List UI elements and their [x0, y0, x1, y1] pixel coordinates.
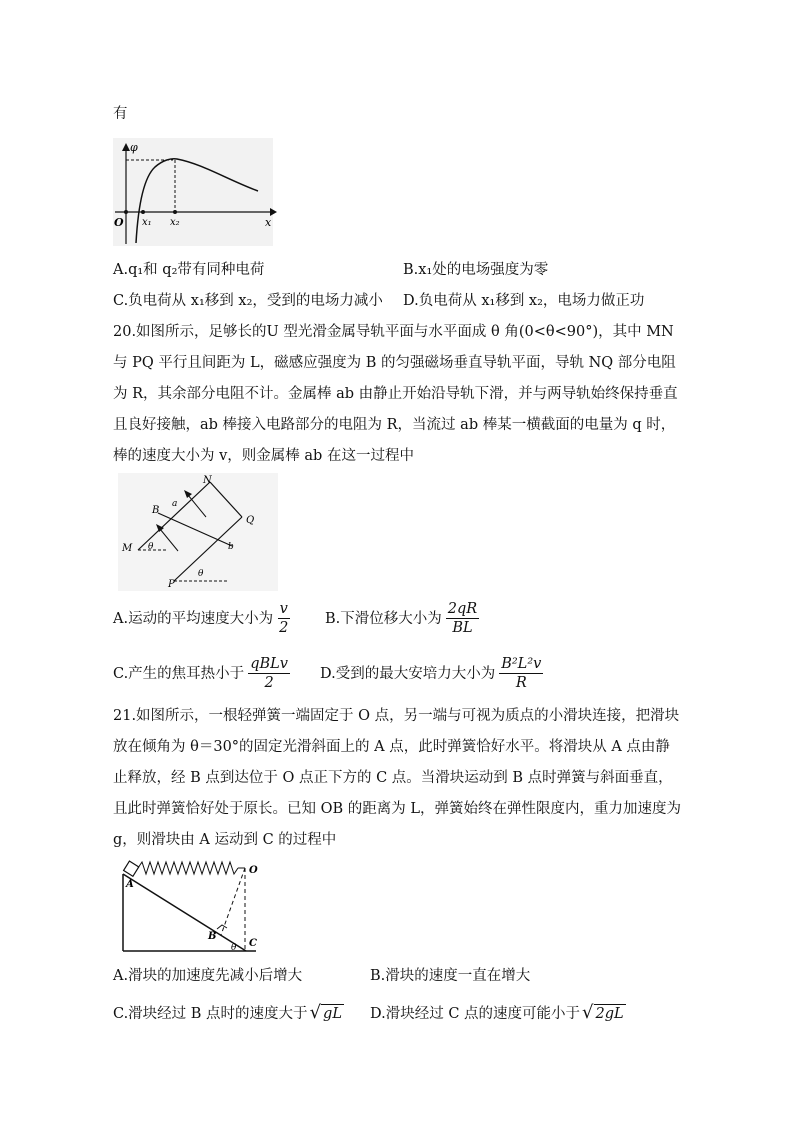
q19-option-a: A.q₁和 q₂带有同种电荷 [113, 262, 265, 278]
q21-stem: 21.如图所示，一根轻弹簧一端固定于 O 点，另一端与可视为质点的小滑块连接，把滑块放在倾角为 θ＝30°的固定光滑斜面上的 A 点，此时弹簧恰好水平。将滑块从 A 点由静止释放，经 B 点到达位于 O 点正下方的 C 点。当滑块运动到 B 点时弹簧与斜面垂直，且此时弹簧恰好处于原长。已知 OB 的距离为 L，弹簧始终在弹性限度内，重力加速度为 g，则滑块由 A 运动到 C 的过程中 [113, 708, 681, 848]
label-a: a [172, 499, 178, 509]
label-o-point: O [249, 865, 258, 876]
label-p: P [168, 579, 175, 590]
q20-option-c-text: C.产生的焦耳热小于 [113, 665, 245, 682]
fraction-a-num: v [279, 601, 288, 617]
label-b-field: B [152, 505, 160, 516]
label-theta: θ [231, 943, 237, 953]
continued-text: 有 [113, 106, 128, 122]
label-a-point: A [126, 879, 134, 890]
fraction-d-num: B²L²v [501, 656, 542, 672]
x-axis-label: x [265, 216, 272, 229]
q20-option-a [113, 600, 290, 637]
q20-option-c [113, 655, 290, 692]
fraction-c-den: 2 [264, 675, 274, 691]
label-c-point: C [249, 938, 257, 949]
label-theta-1: θ [148, 542, 154, 552]
label-b: b [228, 542, 234, 552]
q20-option-a-text: A.运动的平均速度大小为 [113, 610, 274, 627]
sqrt-d [582, 1003, 626, 1024]
q19-option-c: C.负电荷从 x₁移到 x₂，受到的电场力减小 [113, 293, 383, 309]
sqrt-d-body: 2gL [595, 1006, 624, 1022]
q21-option-d-text: D.滑块经过 C 点的速度可能小于 [370, 1005, 581, 1022]
label-q: Q [246, 515, 255, 526]
q20-option-b-text: B.下滑位移大小为 [325, 610, 442, 627]
q21-option-c-text: C.滑块经过 B 点时的速度大于 [113, 1005, 308, 1022]
fraction-b-num: 2qR [447, 601, 478, 617]
q20-option-b [325, 600, 479, 637]
label-theta-2: θ [198, 569, 204, 579]
radical-sign: √ [582, 1002, 594, 1023]
rail-figure [118, 473, 278, 591]
fraction-b [446, 600, 479, 637]
q21-option-c [113, 1003, 344, 1024]
phi-axis-label: φ [130, 141, 138, 154]
radical-sign: √ [309, 1002, 322, 1023]
q19-option-d: D.负电荷从 x₁移到 x₂，电场力做正功 [403, 293, 645, 309]
fraction-a [277, 600, 290, 637]
incline-figure [118, 856, 260, 954]
q20-option-d [320, 655, 543, 692]
q21-option-b: B.滑块的速度一直在增大 [370, 968, 531, 984]
potential-graph [113, 138, 278, 246]
q20-stem: 20.如图所示，足够长的U 型光滑金属导轨平面与水平面成 θ 角(0<θ<90°)，其中 MN 与 PQ 平行且间距为 L，磁感应强度为 B 的匀强磁场垂直导轨平面，导轨 NQ 部分电阻为 R，其余部分电阻不计。金属棒 ab 由静止开始沿导轨下滑，并与两导轨始终保持垂直且良好接触，ab 棒接入电路部分的电阻为 R，当流过 ab 棒某一横截面的电量为 q 时，棒的速度大小为 v，则金属棒 ab 在这一过程中 [113, 324, 678, 464]
x1-label: x₁ [142, 217, 152, 228]
x2-label: x₂ [170, 217, 180, 228]
fraction-d [499, 655, 543, 692]
fraction-a-den: 2 [279, 620, 289, 636]
q20-option-d-text: D.受到的最大安培力大小为 [320, 665, 496, 682]
fraction-c-num: qBLv [250, 656, 288, 672]
label-m: M [122, 543, 133, 554]
sqrt-c-body: gL [323, 1006, 342, 1022]
fraction-c [248, 655, 290, 692]
origin-label: O [114, 216, 124, 229]
q21-option-d [370, 1003, 626, 1024]
q21-option-a: A.滑块的加速度先减小后增大 [113, 968, 303, 984]
fraction-d-den: R [515, 675, 527, 691]
fraction-b-den: BL [452, 620, 473, 636]
sqrt-c [310, 1003, 344, 1024]
label-n: N [203, 475, 212, 486]
label-b-point: B [208, 931, 217, 942]
q19-option-b: B.x₁处的电场强度为零 [403, 262, 549, 278]
